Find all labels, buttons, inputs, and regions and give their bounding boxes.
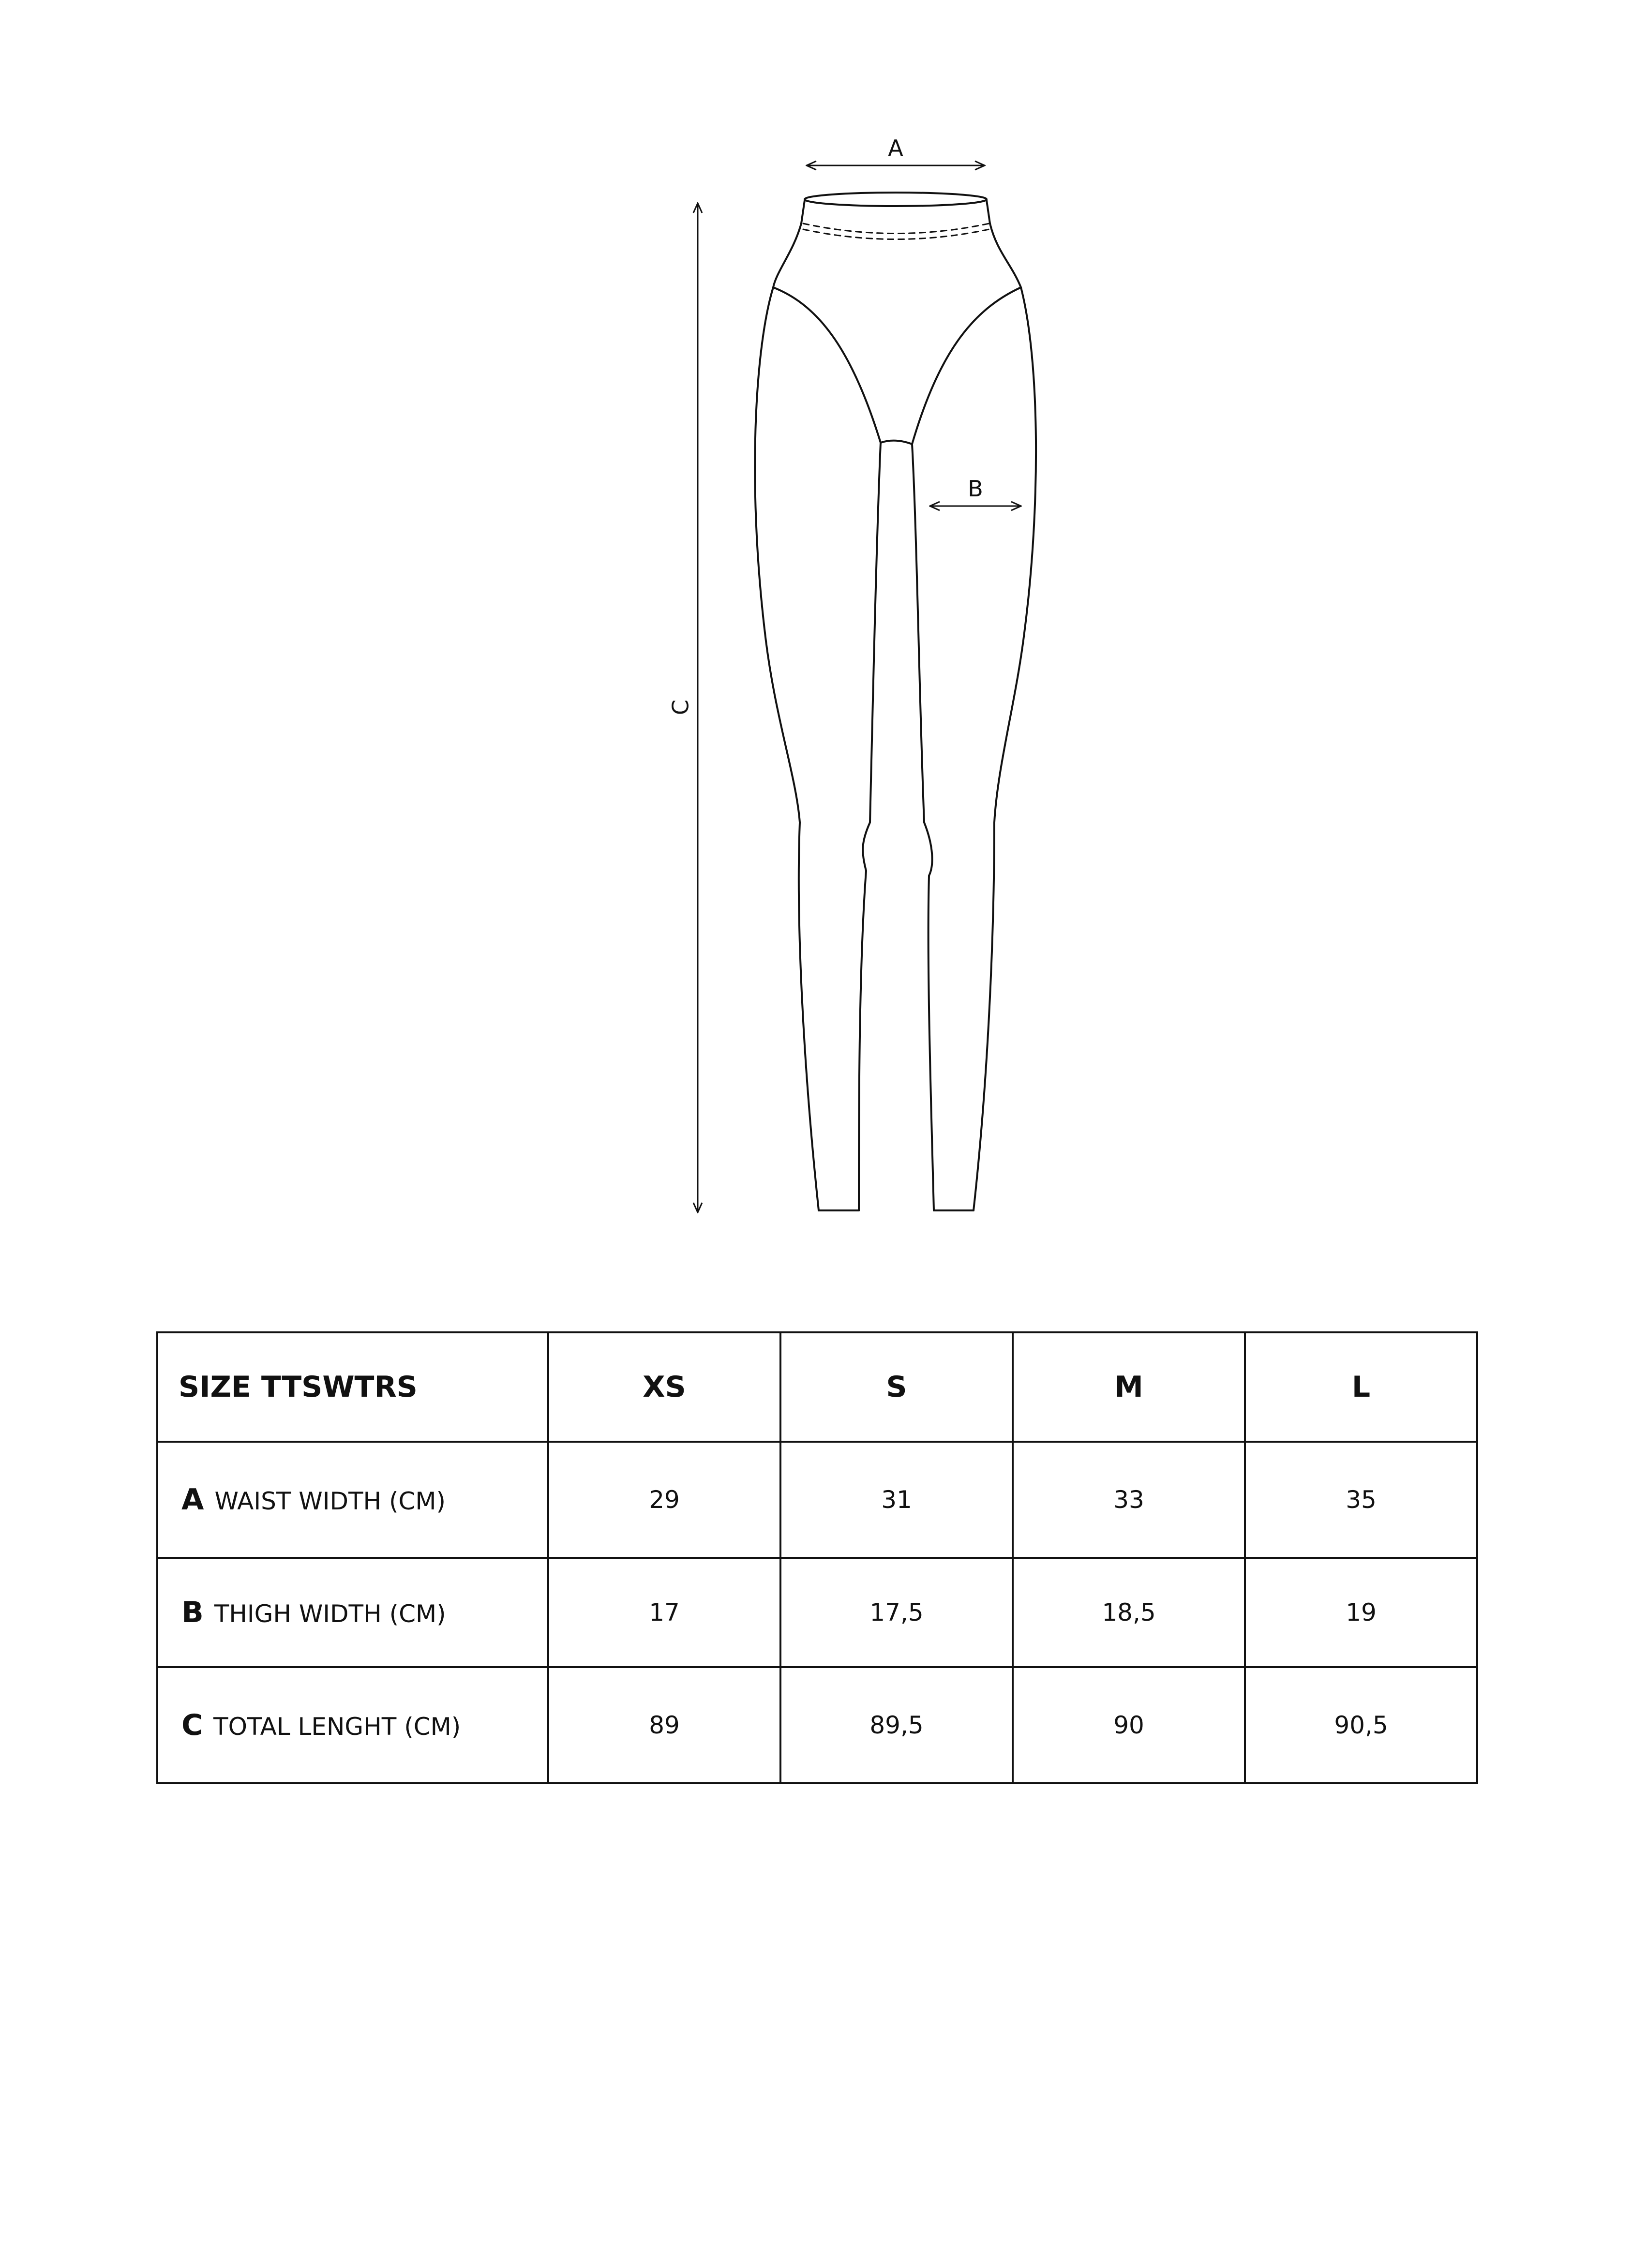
row-label-cell bbox=[157, 1442, 548, 1558]
waistband-top bbox=[805, 193, 987, 206]
dimension-c-length bbox=[668, 203, 698, 1212]
table-cell: 35 bbox=[1245, 1442, 1477, 1558]
table-row bbox=[157, 1442, 1477, 1558]
row-label: TOTAL LENGHT (CM) bbox=[213, 1713, 461, 1741]
row-label-cell bbox=[157, 1558, 548, 1667]
left-hip-seam bbox=[773, 287, 881, 443]
dimension-label-c: C bbox=[667, 699, 694, 716]
row-letter: A bbox=[181, 1483, 204, 1517]
table-cell: 33 bbox=[1013, 1442, 1245, 1558]
size-header-m: M bbox=[1013, 1332, 1245, 1442]
waistband-stitch-bottom bbox=[803, 229, 989, 239]
dimension-b-thigh bbox=[930, 476, 1021, 506]
size-chart-table bbox=[156, 1331, 1478, 1784]
table-cell: 18,5 bbox=[1013, 1558, 1245, 1667]
row-label: THIGH WIDTH (CM) bbox=[214, 1600, 446, 1628]
dimension-label-a: A bbox=[888, 135, 903, 161]
right-leg-outer bbox=[974, 224, 1036, 1210]
row-label-cell bbox=[157, 1667, 548, 1783]
table-cell: 31 bbox=[780, 1442, 1013, 1558]
size-header-l: L bbox=[1245, 1332, 1477, 1442]
table-cell: 19 bbox=[1245, 1558, 1477, 1667]
size-header-xs: XS bbox=[548, 1332, 780, 1442]
table-cell: 89,5 bbox=[780, 1667, 1013, 1783]
right-hip-seam bbox=[912, 287, 1021, 444]
row-label: WAIST WIDTH (CM) bbox=[214, 1487, 446, 1515]
table-row bbox=[157, 1558, 1477, 1667]
waistband-side-left bbox=[801, 200, 805, 224]
crotch-gusset bbox=[881, 441, 912, 444]
right-leg-inner bbox=[912, 444, 934, 1210]
table-title: SIZE TTSWTRS bbox=[157, 1332, 548, 1442]
dimension-a-waist bbox=[807, 135, 985, 165]
row-letter: C bbox=[181, 1708, 203, 1742]
leggings-outline bbox=[755, 193, 1036, 1210]
table-cell: 90 bbox=[1013, 1667, 1245, 1783]
row-letter: B bbox=[181, 1596, 204, 1629]
waistband-side-right bbox=[987, 200, 990, 224]
table-cell: 17 bbox=[548, 1558, 780, 1667]
table-cell: 89 bbox=[548, 1667, 780, 1783]
left-leg-outer bbox=[755, 224, 819, 1210]
size-header-s: S bbox=[780, 1332, 1013, 1442]
left-leg-inner bbox=[859, 443, 881, 1210]
table-row bbox=[157, 1667, 1477, 1783]
table-header-row bbox=[157, 1332, 1477, 1442]
table-cell: 29 bbox=[548, 1442, 780, 1558]
table-cell: 17,5 bbox=[780, 1558, 1013, 1667]
dimension-label-b: B bbox=[968, 476, 983, 502]
waistband-stitch-top bbox=[803, 224, 989, 234]
table-cell: 90,5 bbox=[1245, 1667, 1477, 1783]
